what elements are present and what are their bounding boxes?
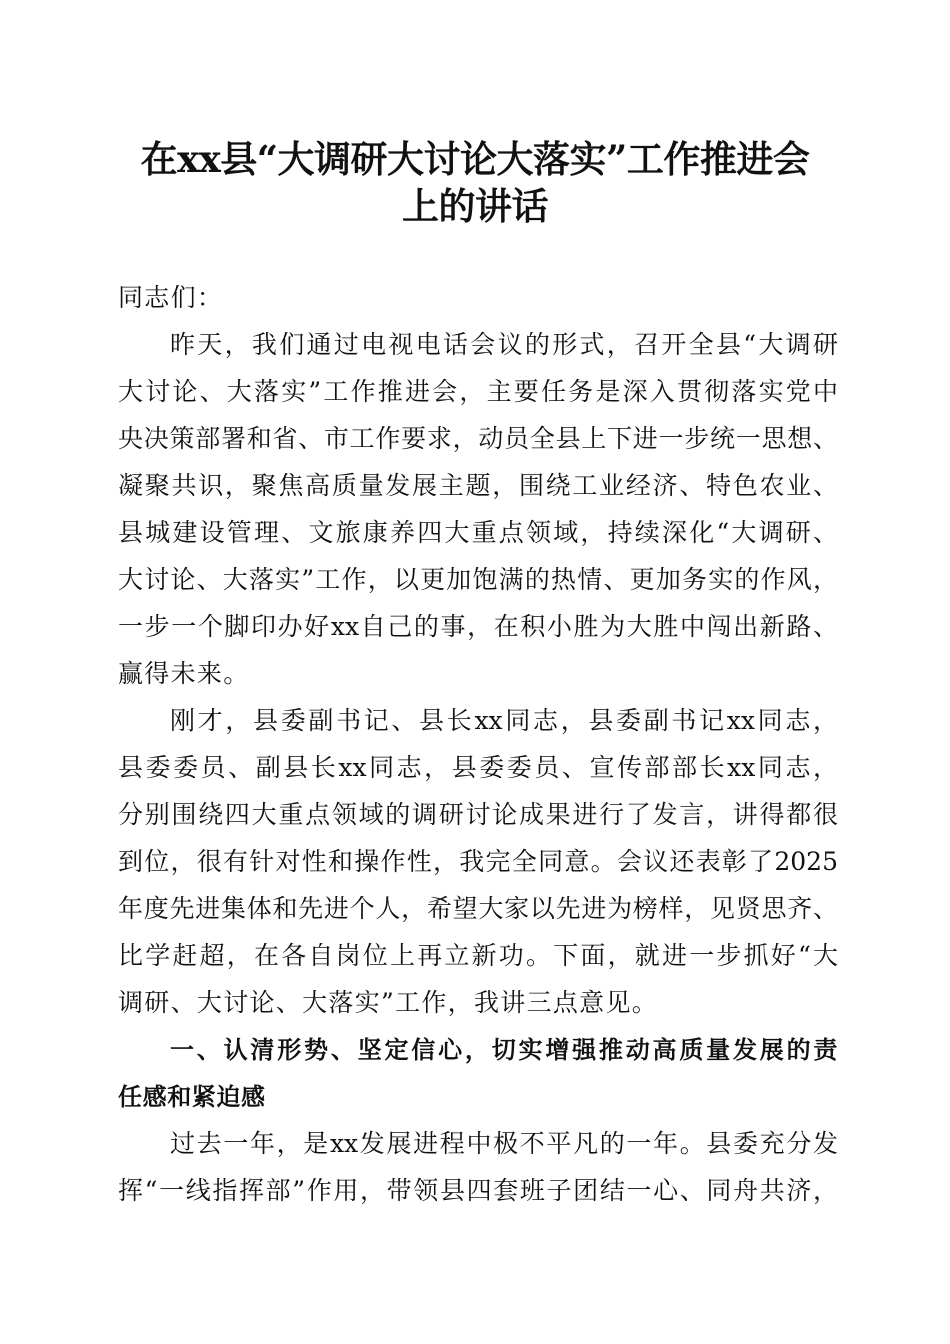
paragraph-1-line-1: 昨天，我们通过电视电话会议的形式，召开全县“大调研 (170, 330, 838, 359)
paragraph-1-line-6: 大讨论、大落实”工作，以更加饱满的热情、更加务实的作风， (118, 565, 838, 594)
paragraph-1-line-5: 县城建设管理、文旅康养四大重点领域，持续深化“大调研、 (118, 518, 838, 547)
salutation: 同志们： (118, 283, 224, 312)
section-heading-1-line-2: 任感和紧迫感 (118, 1083, 266, 1111)
document-title-line-2: 上的讲话 (402, 184, 548, 228)
paragraph-2-line-5: 年度先进集体和先进个人，希望大家以先进为榜样，见贤思齐、 (118, 894, 838, 923)
paragraph-2-line-1: 刚才，县委副书记、县长xx同志，县委副书记xx同志， (170, 706, 838, 735)
paragraph-1-line-2: 大讨论、大落实”工作推进会，主要任务是深入贯彻落实党中 (118, 377, 838, 406)
paragraph-3-line-2: 挥“一线指挥部”作用，带领县四套班子团结一心、同舟共济， (118, 1176, 838, 1205)
paragraph-2-line-3: 分别围绕四大重点领域的调研讨论成果进行了发言，讲得都很 (118, 800, 838, 829)
paragraph-1-line-8: 赢得未来。 (118, 659, 250, 688)
paragraph-2-line-7: 调研、大讨论、大落实”工作，我讲三点意见。 (118, 988, 659, 1017)
paragraph-2-line-6: 比学赶超，在各自岗位上再立新功。下面，就进一步抓好“大 (118, 941, 838, 970)
paragraph-1-line-4: 凝聚共识，聚焦高质量发展主题，围绕工业经济、特色农业、 (118, 471, 838, 500)
document-title-line-1: 在xx县“大调研大讨论大落实”工作推进会 (140, 137, 810, 181)
section-heading-1-line-1: 一、认清形势、坚定信心，切实增强推动高质量发展的责 (170, 1036, 838, 1064)
paragraph-2-line-4: 到位，很有针对性和操作性，我完全同意。会议还表彰了2025 (118, 847, 838, 876)
paragraph-1-line-7: 一步一个脚印办好xx自己的事，在积小胜为大胜中闯出新路、 (118, 612, 838, 641)
paragraph-3-line-1: 过去一年，是xx发展进程中极不平凡的一年。县委充分发 (170, 1129, 838, 1158)
paragraph-1-line-3: 央决策部署和省、市工作要求，动员全县上下进一步统一思想、 (118, 424, 838, 453)
paragraph-2-line-2: 县委委员、副县长xx同志，县委委员、宣传部部长xx同志， (118, 753, 838, 782)
